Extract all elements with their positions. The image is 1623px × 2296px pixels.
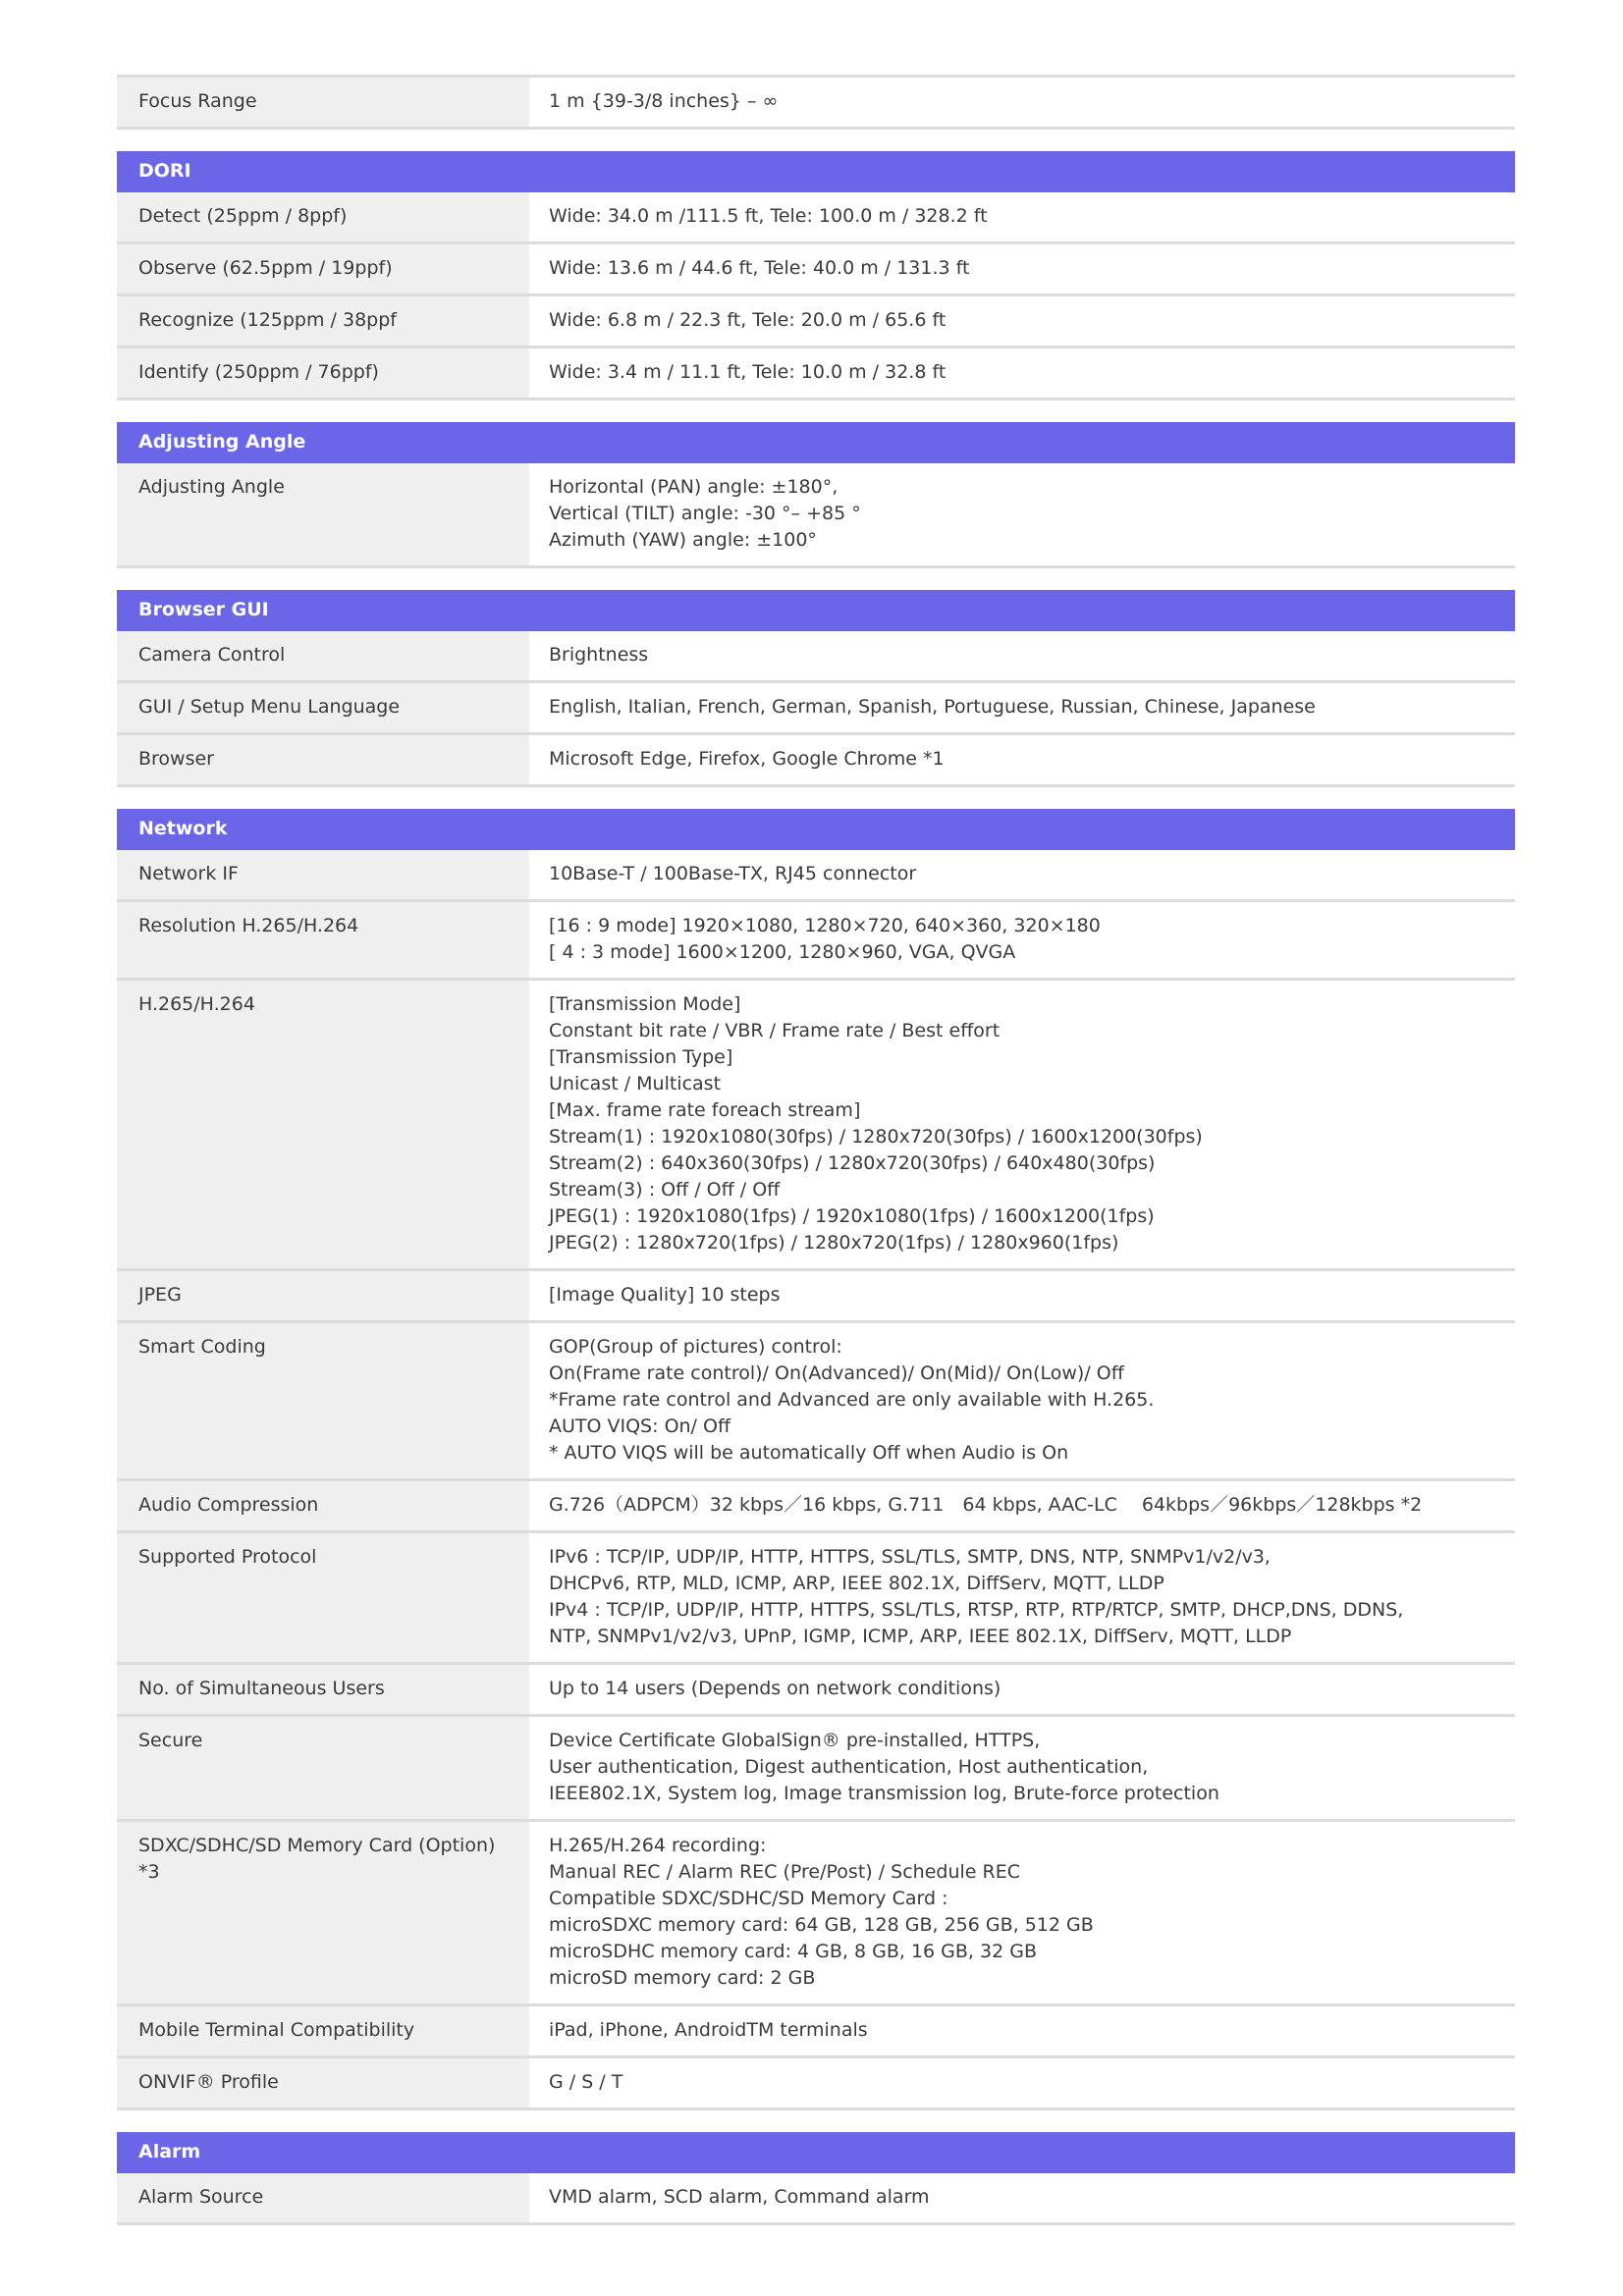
spec-value-line: Wide: 6.8 m / 22.3 ft, Tele: 20.0 m / 65.6 ft bbox=[549, 309, 947, 331]
spec-label: JPEG bbox=[117, 1271, 529, 1320]
spec-value bbox=[529, 2173, 1515, 2222]
spec-row bbox=[117, 850, 1515, 902]
spec-label: Mobile Terminal Compatibility bbox=[117, 2006, 529, 2056]
spec-value bbox=[529, 902, 1515, 978]
spec-value bbox=[529, 2058, 1515, 2108]
spec-value-line: Wide: 34.0 m /111.5 ft, Tele: 100.0 m / 328.2 ft bbox=[549, 205, 988, 227]
spec-value-line: English, Italian, French, German, Spanish, Portuguese, Russian, Chinese, Japanese bbox=[549, 696, 1316, 718]
spec-value-line: JPEG(2) : 1280x720(1fps) / 1280x720(1fps) / 1280x960(1fps) bbox=[549, 1232, 1119, 1254]
spec-label: No. of Simultaneous Users bbox=[117, 1665, 529, 1714]
spec-section bbox=[117, 590, 1515, 787]
spec-row bbox=[117, 1822, 1515, 2006]
spec-value bbox=[529, 1323, 1515, 1478]
spec-section bbox=[117, 151, 1515, 400]
spec-value-line: Brightness bbox=[549, 644, 649, 666]
spec-label: Browser bbox=[117, 735, 529, 784]
spec-value-line: [Transmission Type] bbox=[549, 1046, 733, 1068]
spec-value-line: Microsoft Edge, Firefox, Google Chrome *1 bbox=[549, 748, 945, 770]
spec-row bbox=[117, 1533, 1515, 1665]
spec-value-line: IPv6 : TCP/IP, UDP/IP, HTTP, HTTPS, SSL/TLS, SMTP, DNS, NTP, SNMPv1/v2/v3, bbox=[549, 1546, 1271, 1568]
spec-label: Recognize (125ppm / 38ppf bbox=[117, 296, 529, 346]
spec-row bbox=[117, 348, 1515, 400]
spec-value bbox=[529, 348, 1515, 398]
spec-value-line: IEEE802.1X, System log, Image transmission log, Brute-force protection bbox=[549, 1783, 1219, 1804]
spec-value-line: [16 : 9 mode] 1920×1080, 1280×720, 640×360, 320×180 bbox=[549, 915, 1101, 936]
spec-label: SDXC/SDHC/SD Memory Card (Option) *3 bbox=[117, 1822, 529, 2003]
spec-value-line: H.265/H.264 recording: bbox=[549, 1835, 767, 1856]
spec-value-line: microSDXC memory card: 64 GB, 128 GB, 256 GB, 512 GB bbox=[549, 1914, 1094, 1936]
spec-value-line: IPv4 : TCP/IP, UDP/IP, HTTP, HTTPS, SSL/TLS, RTSP, RTP, RTP/RTCP, SMTP, DHCP,DNS, DDNS, bbox=[549, 1599, 1404, 1621]
spec-value-line: microSD memory card: 2 GB bbox=[549, 1967, 816, 1989]
spec-value bbox=[529, 1717, 1515, 1819]
spec-value-line: * AUTO VIQS will be automatically Off when Audio is On bbox=[549, 1442, 1069, 1464]
spec-value-line: Stream(2) : 640x360(30fps) / 1280x720(30fps) / 640x480(30fps) bbox=[549, 1152, 1156, 1174]
spec-row bbox=[117, 1323, 1515, 1481]
spec-row bbox=[117, 683, 1515, 735]
section-title: DORI bbox=[138, 160, 191, 182]
spec-label: Resolution H.265/H.264 bbox=[117, 902, 529, 978]
spec-row bbox=[117, 1717, 1515, 1822]
spec-value bbox=[529, 850, 1515, 899]
spec-label: Alarm Source bbox=[117, 2173, 529, 2222]
spec-label: Audio Compression bbox=[117, 1481, 529, 1530]
spec-value-line: Horizontal (PAN) angle: ±180°, bbox=[549, 476, 839, 498]
spec-value bbox=[529, 78, 1515, 127]
spec-value-line: Compatible SDXC/SDHC/SD Memory Card : bbox=[549, 1888, 948, 1909]
spec-value-line: 10Base-T / 100Base-TX, RJ45 connector bbox=[549, 863, 917, 884]
spec-value bbox=[529, 981, 1515, 1268]
spec-value-line: Vertical (TILT) angle: -30 °– +85 ° bbox=[549, 503, 861, 524]
spec-label: Detect (25ppm / 8ppf) bbox=[117, 192, 529, 241]
spec-value-line: Wide: 13.6 m / 44.6 ft, Tele: 40.0 m / 131.3 ft bbox=[549, 257, 970, 279]
spec-value bbox=[529, 1481, 1515, 1530]
spec-row bbox=[117, 192, 1515, 244]
spec-label: Supported Protocol bbox=[117, 1533, 529, 1662]
section-title: Alarm bbox=[138, 2141, 201, 2163]
spec-value-line: [Transmission Mode] bbox=[549, 993, 741, 1015]
spec-value-line: Wide: 3.4 m / 11.1 ft, Tele: 10.0 m / 32.8 ft bbox=[549, 361, 947, 383]
spec-row bbox=[117, 735, 1515, 787]
spec-value-line: G.726（ADPCM）32 kbps／16 kbps, G.711 64 kbps, AAC-LC 64kbps／96kbps／128kbps *2 bbox=[549, 1494, 1423, 1516]
spec-value-line: [ 4 : 3 mode] 1600×1200, 1280×960, VGA, QVGA bbox=[549, 941, 1016, 963]
spec-value-line: [Image Quality] 10 steps bbox=[549, 1284, 781, 1306]
spec-value-line: NTP, SNMPv1/v2/v3, UPnP, IGMP, ICMP, ARP, IEEE 802.1X, DiffServ, MQTT, LLDP bbox=[549, 1626, 1292, 1647]
spec-value-line: Stream(3) : Off / Off / Off bbox=[549, 1179, 781, 1201]
spec-label: Secure bbox=[117, 1717, 529, 1819]
spec-value bbox=[529, 296, 1515, 346]
spec-row bbox=[117, 2006, 1515, 2058]
spec-value-line: Manual REC / Alarm REC (Pre/Post) / Schedule REC bbox=[549, 1861, 1020, 1883]
spec-section bbox=[117, 2132, 1515, 2225]
spec-value bbox=[529, 244, 1515, 294]
spec-row bbox=[117, 631, 1515, 683]
spec-label: Smart Coding bbox=[117, 1323, 529, 1478]
spec-value-line: Constant bit rate / VBR / Frame rate / Best effort bbox=[549, 1020, 1001, 1041]
spec-value-line: Device Certificate GlobalSign® pre-installed, HTTPS, bbox=[549, 1730, 1041, 1751]
spec-label: Network IF bbox=[117, 850, 529, 899]
spec-value-line: 1 m {39-3/8 inches} – ∞ bbox=[549, 90, 779, 112]
section-title: Browser GUI bbox=[138, 599, 269, 620]
spec-row bbox=[117, 1271, 1515, 1323]
spec-label: Observe (62.5ppm / 19ppf) bbox=[117, 244, 529, 294]
spec-label: Focus Range bbox=[117, 78, 529, 127]
section-title: Adjusting Angle bbox=[138, 431, 306, 453]
spec-value-line: microSDHC memory card: 4 GB, 8 GB, 16 GB, 32 GB bbox=[549, 1941, 1037, 1962]
section-title: Network bbox=[138, 818, 228, 839]
spec-section bbox=[117, 809, 1515, 2110]
spec-value-line: Azimuth (YAW) angle: ±100° bbox=[549, 529, 817, 551]
spec-value bbox=[529, 1665, 1515, 1714]
spec-label: Camera Control bbox=[117, 631, 529, 680]
spec-section bbox=[117, 422, 1515, 568]
spec-value bbox=[529, 2006, 1515, 2056]
spec-row bbox=[117, 1481, 1515, 1533]
spec-label: H.265/H.264 bbox=[117, 981, 529, 1268]
section-header bbox=[117, 590, 1515, 631]
spec-label: Adjusting Angle bbox=[117, 463, 529, 565]
spec-row bbox=[117, 1665, 1515, 1717]
spec-value bbox=[529, 631, 1515, 680]
spec-row bbox=[117, 244, 1515, 296]
spec-sheet bbox=[117, 75, 1515, 2247]
spec-value-line: AUTO VIQS: On/ Off bbox=[549, 1415, 731, 1437]
spec-value-line: VMD alarm, SCD alarm, Command alarm bbox=[549, 2186, 930, 2208]
section-header bbox=[117, 151, 1515, 192]
section-header bbox=[117, 809, 1515, 850]
section-header bbox=[117, 422, 1515, 463]
spec-section bbox=[117, 75, 1515, 130]
spec-label: ONVIF® Profile bbox=[117, 2058, 529, 2108]
spec-value-line: On(Frame rate control)/ On(Advanced)/ On(Mid)/ On(Low)/ Off bbox=[549, 1362, 1124, 1384]
spec-value-line: *Frame rate control and Advanced are only available with H.265. bbox=[549, 1389, 1155, 1411]
spec-value bbox=[529, 1271, 1515, 1320]
spec-label: Identify (250ppm / 76ppf) bbox=[117, 348, 529, 398]
spec-value-line: GOP(Group of pictures) control: bbox=[549, 1336, 842, 1358]
spec-value bbox=[529, 683, 1515, 732]
spec-row bbox=[117, 75, 1515, 130]
spec-value bbox=[529, 463, 1515, 565]
spec-row bbox=[117, 2058, 1515, 2110]
section-header bbox=[117, 2132, 1515, 2173]
spec-row bbox=[117, 981, 1515, 1271]
spec-value-line: Up to 14 users (Depends on network conditions) bbox=[549, 1678, 1001, 1699]
spec-value-line: User authentication, Digest authentication, Host authentication, bbox=[549, 1756, 1149, 1778]
spec-value-line: [Max. frame rate foreach stream] bbox=[549, 1099, 861, 1121]
spec-value-line: Unicast / Multicast bbox=[549, 1073, 722, 1095]
spec-value-line: JPEG(1) : 1920x1080(1fps) / 1920x1080(1fps) / 1600x1200(1fps) bbox=[549, 1205, 1155, 1227]
spec-value bbox=[529, 735, 1515, 784]
spec-value-line: G / S / T bbox=[549, 2071, 623, 2093]
spec-row bbox=[117, 463, 1515, 568]
spec-value bbox=[529, 1822, 1515, 2003]
spec-value-line: Stream(1) : 1920x1080(30fps) / 1280x720(30fps) / 1600x1200(30fps) bbox=[549, 1126, 1203, 1148]
spec-value bbox=[529, 192, 1515, 241]
spec-value bbox=[529, 1533, 1515, 1662]
spec-value-line: DHCPv6, RTP, MLD, ICMP, ARP, IEEE 802.1X, DiffServ, MQTT, LLDP bbox=[549, 1573, 1164, 1594]
spec-value-line: iPad, iPhone, AndroidTM terminals bbox=[549, 2019, 868, 2041]
spec-row bbox=[117, 296, 1515, 348]
spec-row bbox=[117, 902, 1515, 981]
spec-label: GUI / Setup Menu Language bbox=[117, 683, 529, 732]
spec-row bbox=[117, 2173, 1515, 2225]
